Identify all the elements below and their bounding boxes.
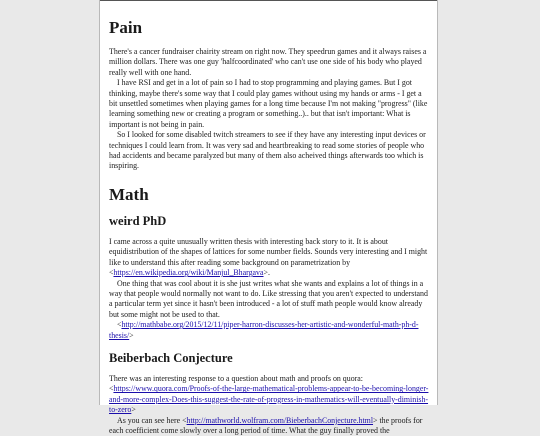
mathworld-link[interactable]: http://mathworld.wolfram.com/BieberbachConjecture.html <box>186 415 374 425</box>
phd-p1-text: I came across a quite unusually written thesis with interesting back story to it. It is about equidistribution of the shapes of lattices for some number fields. Sounds very interesting and I might like to understand this after reading some background on parametrization by < <box>109 236 428 278</box>
page <box>99 0 438 435</box>
subsection-title-bieberbach: Beiberbach Conjecture <box>109 350 233 365</box>
section-title-pain: Pain <box>109 18 143 37</box>
subsection-title-weird-phd: weird PhD <box>109 213 167 228</box>
phd-paragraph-1 <box>109 237 429 279</box>
bieberbach-p2-start: As you can see here < <box>117 415 187 425</box>
bieberbach-p1-end: > <box>131 405 136 415</box>
bieberbach-p1-text: There was an interesting response to a question about math and proofs on quora: < <box>109 373 363 394</box>
phd-p3-end: > <box>129 330 134 340</box>
quora-link[interactable]: https://www.quora.com/Proofs-of-the-large-mathematical-problems-appear-to-be-becoming-longer-and-more-complex-Does-this-suggest-the-rate-of-progress-in-mathematics-will-eventually-diminish-to-zero <box>109 384 429 415</box>
phd-paragraph-3 <box>109 320 429 341</box>
phd-p3-start: < <box>117 320 122 330</box>
bieberbach-paragraph-1 <box>109 374 429 416</box>
wikipedia-bhargava-link[interactable]: https://en.wikipedia.org/wiki/Manjul_Bhargava <box>113 268 264 278</box>
bieberbach-paragraph-2 <box>109 416 429 436</box>
article <box>100 0 437 436</box>
phd-p1-end: >. <box>263 268 270 278</box>
bieberbach-p2-end: > the proofs for each coefficient come slowly over a long period of time. What the guy finally proved the <box>109 415 423 435</box>
top-rule <box>100 0 437 1</box>
pain-paragraph-2: I have RSI and get in a lot of pain so I had to stop programming and playing games. But I got thinking, maybe there's some way that I could play games without using my hands or arms - I get a bit unsettled sometimes when playing games for a long time because I'm not making "progress" (like learning something new or creating a program or something..).. but that isn't important: What is important is not being in pain. <box>109 78 428 129</box>
pain-paragraph-1: There's a cancer fundraiser chairity stream on right now. They speedrun games and it always raises a million dollars. There was one guy 'halfcoordinated' who can't use one side of his body who played really well with one hand. <box>109 47 427 77</box>
phd-paragraph-2: One thing that was cool about it is she just writes what she wants and explains a lot of things in a way that people would normally not want to do. Like stressing that you aren't expected to understand a particular term yet since it hasn't been introduced - a lot of stuff math people would know already but some might not be used to that. <box>109 278 428 319</box>
section-title-math: Math <box>109 184 149 204</box>
pain-paragraph-3: So I looked for some disabled twitch streamers to see if they have any interesting input devices or techniques I could learn from. It was very sad and heartbreaking to read some stories of people who had accidents and became paralyzed but many of them also acheived things afterwards too which is inspiring. <box>109 130 426 171</box>
mathbabe-link[interactable]: http://mathbabe.org/2015/12/11/piper-harron-discusses-her-artistic-and-wonderful-math-ph-d-thesis/ <box>109 320 419 340</box>
